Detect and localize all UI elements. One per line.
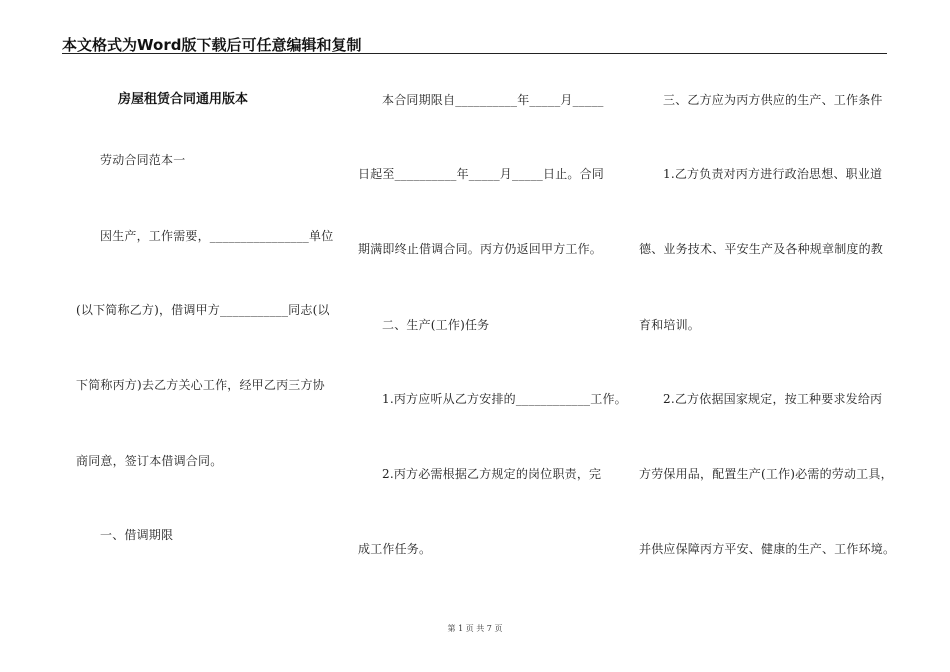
header-divider (62, 53, 887, 54)
page-number: 第 1 页 共 7 页 (447, 624, 503, 633)
section-heading: 二、生产(工作)任务 (382, 318, 490, 332)
paragraph-line: 日起至__________年_____月_____日止。合同 (358, 167, 605, 181)
paragraph-line: 下简称丙方)去乙方关心工作，经甲乙丙三方协 (76, 378, 325, 392)
document-title: 房屋租赁合同通用版本 (118, 92, 249, 107)
paragraph-line: 德、业务技术、平安生产及各种规章制度的教 (639, 242, 884, 256)
section-heading: 一、借调期限 (100, 528, 174, 542)
paragraph-line: 劳动合同范本一 (100, 153, 186, 167)
paragraph-line: 2.乙方依据国家规定，按工种要求发给丙 (663, 392, 883, 406)
paragraph-line: (以下简称乙方)，借调甲方___________同志(以 (76, 303, 330, 317)
paragraph-line: 1.乙方负责对丙方进行政治思想、职业道 (663, 167, 883, 181)
paragraph-line: 期满即终止借调合同。丙方仍返回甲方工作。 (358, 242, 603, 256)
paragraph-line: 并供应保障丙方平安、健康的生产、工作环境。 (639, 542, 896, 556)
paragraph-line: 2.丙方必需根据乙方规定的岗位职责，完 (382, 467, 602, 481)
section-heading: 三、乙方应为丙方供应的生产、工作条件 (663, 93, 883, 107)
paragraph-line: 1.丙方应听从乙方安排的____________工作。 (382, 392, 627, 406)
document-header: 本文格式为Word版下载后可任意编辑和复制 (62, 36, 362, 54)
paragraph-line: 本合同期限自__________年_____月_____ (382, 93, 604, 107)
paragraph-line: 商同意，签订本借调合同。 (76, 454, 223, 468)
paragraph-line: 因生产，工作需要，________________单位 (100, 229, 334, 243)
paragraph-line: 成工作任务。 (358, 542, 432, 556)
paragraph-line: 方劳保用品，配置生产(工作)必需的劳动工具， (639, 467, 893, 481)
paragraph-line: 育和培训。 (639, 318, 701, 332)
